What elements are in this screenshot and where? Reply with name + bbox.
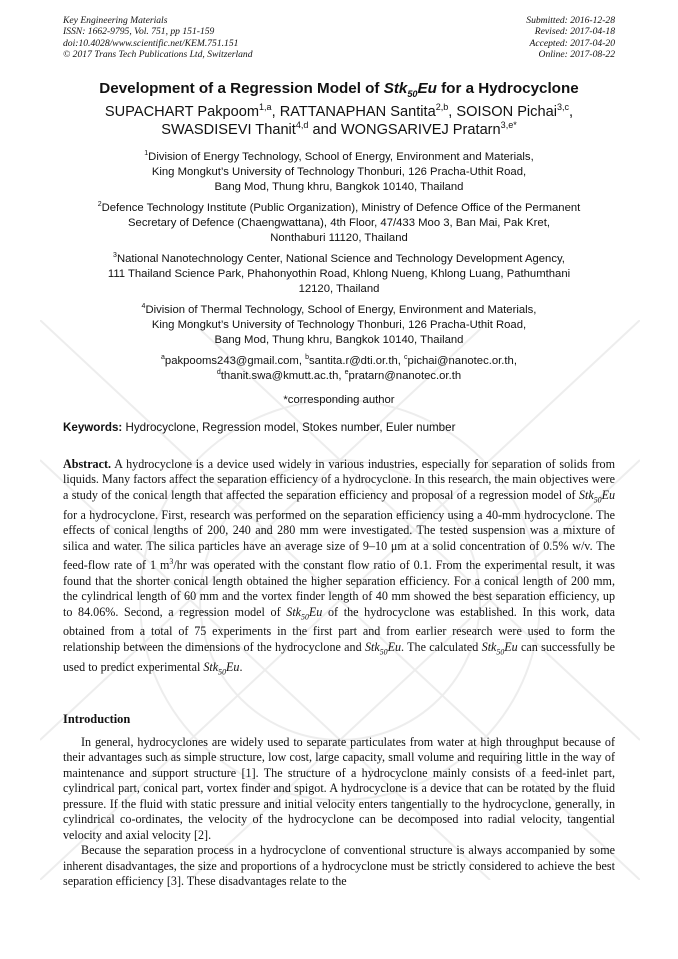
journal-name: Key Engineering Materials	[63, 15, 168, 26]
sym-stk: Stk	[286, 604, 302, 619]
title-symbol-eu: Eu	[417, 80, 437, 97]
abstract-text: . The calculated	[401, 639, 482, 654]
email-link[interactable]: santita.r@dti.or.th	[309, 355, 398, 367]
issn-line: ISSN: 1662-9795, Vol. 751, pp 151-159	[63, 26, 215, 38]
author-marks: 3,e*	[500, 119, 517, 130]
author-name: SWASDISEVI Thanit	[161, 121, 296, 138]
sym-sub: 50	[379, 647, 388, 657]
keywords-label: Keywords:	[63, 421, 123, 434]
paper-title	[40, 80, 638, 99]
affiliation-line: King Mongkut’s University of Technology Thonburi, 126 Pracha-Uthit Road,	[151, 319, 527, 331]
submitted-date: Submitted: 2016-12-28	[526, 15, 615, 26]
affiliation-number: 3	[113, 252, 117, 260]
title-symbol	[383, 80, 437, 100]
intro-paragraph-2: Because the separation process in a hydrocyclone of conventional structure is always accompanied by some inherent disadvantages, the size and proportions of a hydrocyclone must be strictly considered to achieve the best separation efficiency [3]. These disadvantages relate to the	[63, 843, 615, 889]
affiliation-line: Nonthaburi 11120, Thailand	[270, 232, 408, 244]
sym-stk: Stk	[364, 639, 380, 654]
abstract-text: can successfully be used to predict experimental	[63, 639, 615, 674]
affiliation-number: 2	[97, 201, 102, 209]
affiliation	[60, 201, 618, 246]
affiliation	[60, 150, 618, 195]
email-mark: e	[344, 369, 349, 377]
author-marks: 4,d	[295, 119, 309, 130]
sym-sub: 50	[496, 647, 505, 657]
email-link[interactable]: pratarn@nanotec.or.th	[348, 370, 462, 382]
author-name: SUPACHART Pakpoom	[104, 104, 260, 120]
sym-eu: Eu	[601, 487, 615, 502]
accepted-date: Accepted: 2017-04-20	[529, 37, 615, 49]
affiliation-number: 4	[141, 303, 146, 311]
stk50eu-symbol	[364, 639, 402, 657]
author-list	[40, 104, 638, 139]
abstract-text: of the hydrocyclone was established. In this work, data obtained from a total of 75 experiments in the first part and from earlier research were used to form the relationship between the dimensions of the hydrocyclone and	[63, 604, 615, 654]
author	[340, 119, 517, 138]
keywords-text: Hydrocyclone, Regression model, Stokes number, Euler number	[122, 421, 456, 434]
section-heading-introduction: Introduction	[63, 712, 131, 726]
author	[105, 104, 280, 120]
author-marks: 2,b	[435, 102, 449, 113]
affiliation-line: 111 Thailand Science Park, Phahonyothin Road, Khlong Nueng, Khlong Luang, Pathumthani	[107, 268, 571, 280]
email-mark: c	[404, 354, 408, 362]
author-sep: ,	[271, 104, 280, 120]
journal-info	[63, 15, 253, 60]
author	[280, 104, 457, 120]
stk50eu-symbol	[203, 659, 240, 677]
copyright-line: © 2017 Trans Tech Publications Ltd, Switzerland	[63, 48, 253, 60]
abstract-paragraph	[63, 457, 615, 680]
email-mark: b	[305, 354, 310, 362]
sym-sub: 50	[218, 667, 227, 677]
affiliation-line: Bang Mod, Thung khru, Bangkok 10140, Thailand	[214, 334, 464, 346]
affiliation-line: King Mongkut’s University of Technology Thonburi, 126 Pracha-Uthit Road,	[151, 166, 527, 178]
sym-eu: Eu	[387, 639, 402, 654]
stk50eu-symbol	[286, 605, 322, 619]
abstract	[63, 457, 615, 680]
abstract-text: /hr was operated with the constant flow ratio of 0.1. From the experimental result, it was found that the shorter conical length obtained the higher separation efficiency. For a conical length of 200 mm, the cylindrical length of 60 mm and the vortex finder length of 40 mm showed the best separation efficiency, up to 84.06%. Second, a regression model of	[63, 558, 615, 619]
title-text: Development of a Regression Model of	[99, 80, 384, 97]
author-name: WONGSARIVEJ Pratarn	[340, 121, 501, 138]
affiliation-line: Secretary of Defence (Chaengwattana), 4th Floor, 47/433 Moo 3, Ban Mai, Pak Kret,	[128, 217, 550, 229]
affiliation-line: Division of Energy Technology, School of Energy, Environment and Materials,	[148, 151, 534, 163]
affiliation-line: Division of Thermal Technology, School of Energy, Environment and Materials,	[145, 304, 537, 316]
affiliation	[60, 252, 618, 297]
sym-sub: 50	[593, 495, 602, 505]
sym-sub: 50	[301, 611, 309, 621]
email-sep: ,	[397, 355, 405, 367]
title-symbol-sub: 50	[407, 89, 418, 100]
affiliation-line: National Nanotechnology Center, National Science and Technology Development Agency,	[116, 253, 565, 265]
revised-date: Revised: 2017-04-18	[534, 26, 615, 38]
email-mark: a	[161, 354, 165, 362]
email-sep: ,	[338, 370, 345, 382]
sym-stk: Stk	[578, 487, 594, 502]
author	[161, 119, 341, 138]
sym-eu: Eu	[226, 659, 240, 674]
stk50eu-symbol	[578, 487, 615, 505]
author-name: RATTANAPHAN Santita	[279, 104, 436, 120]
affiliation-line: 12120, Thailand	[298, 283, 380, 295]
doi-line: doi:10.4028/www.scientific.net/KEM.751.151	[63, 37, 239, 49]
affiliation-line: Defence Technology Institute (Public Organization), Ministry of Defence Office of the Permanent	[101, 202, 581, 214]
abstract-text: A hydrocyclone is a device used widely in various industries, especially for separation of solids from liquids. Many factors affect the separation efficiency of a hydrocyclone. In this research, the main objectives were a study of the conical length that affected the separation efficiency and proposal of a regression model of	[63, 457, 615, 502]
email-link[interactable]: thanit.swa@kmutt.ac.th	[220, 370, 339, 382]
author-marks: 3,c	[556, 102, 570, 113]
author-sep: ,	[448, 104, 457, 120]
abstract-text: .	[239, 659, 243, 674]
sym-stk: Stk	[481, 639, 497, 654]
email-sep: ,	[513, 355, 517, 367]
sym-eu: Eu	[308, 604, 323, 619]
author-name: SOISON Pichai	[456, 104, 557, 120]
intro-paragraph-1: In general, hydrocyclones are widely used to separate particulates from water at high throughput because of their advantages such as simple structure, low cost, large capacity, small volume and requiring little in the way of maintenance and support structure [1]. The structure of a hydrocyclone mainly consists of a feed-inlet part, cylindrical part, conical part, vortex finder and spigot. A hydrocyclone is a device that can be rotated by the fluid pressure. If the fluid with static pressure and initial velocity enters tangentially to the hydrocyclone, generally, in cylindrical co-ordinates, the velocity of the hydrocyclone can be decomposed into radial velocity, tangential velocity and axial velocity [2].	[63, 735, 615, 842]
title-text-end: for a Hydrocyclone	[436, 80, 579, 97]
introduction-body	[63, 735, 615, 890]
affiliations	[60, 150, 618, 408]
email-link[interactable]: pichai@nanotec.or.th	[407, 355, 514, 367]
sym-stk: Stk	[203, 659, 219, 674]
email-link[interactable]: pakpooms243@gmail.com	[164, 355, 299, 367]
online-date: Online: 2017-08-22	[538, 48, 615, 60]
affiliation	[60, 303, 618, 348]
affiliation-line: Bang Mod, Thung khru, Bangkok 10140, Thailand	[214, 181, 464, 193]
affiliation-number: 1	[144, 150, 149, 158]
email-list	[60, 354, 618, 384]
abstract-label: Abstract.	[63, 457, 112, 471]
superscript: 3	[169, 557, 174, 567]
sym-eu: Eu	[504, 639, 518, 654]
corresponding-author-note: *corresponding author	[283, 394, 395, 406]
submission-dates	[526, 15, 615, 60]
author	[456, 104, 573, 120]
author-sep: ,	[569, 104, 574, 120]
email-mark: d	[216, 369, 221, 377]
email-sep: ,	[298, 355, 306, 367]
author-sep: and	[308, 121, 341, 138]
title-symbol-stk: Stk	[383, 80, 408, 97]
page-header	[63, 15, 615, 65]
keywords	[63, 421, 615, 434]
stk50eu-symbol	[481, 639, 518, 657]
author-marks: 1,a	[259, 102, 272, 113]
abstract-text: for a hydrocyclone. First, research was performed on the separation efficiency using a 40-mm hydrocyclone. The effects of conical lengths of 200, 240 and 280 mm were investigated. The tested suspension was a mixture of silica and water. The silica particles have an average size of 9–10 μm at a solid concentration of 0.5% w/v. The feed-flow rate of 1 m	[63, 507, 615, 573]
